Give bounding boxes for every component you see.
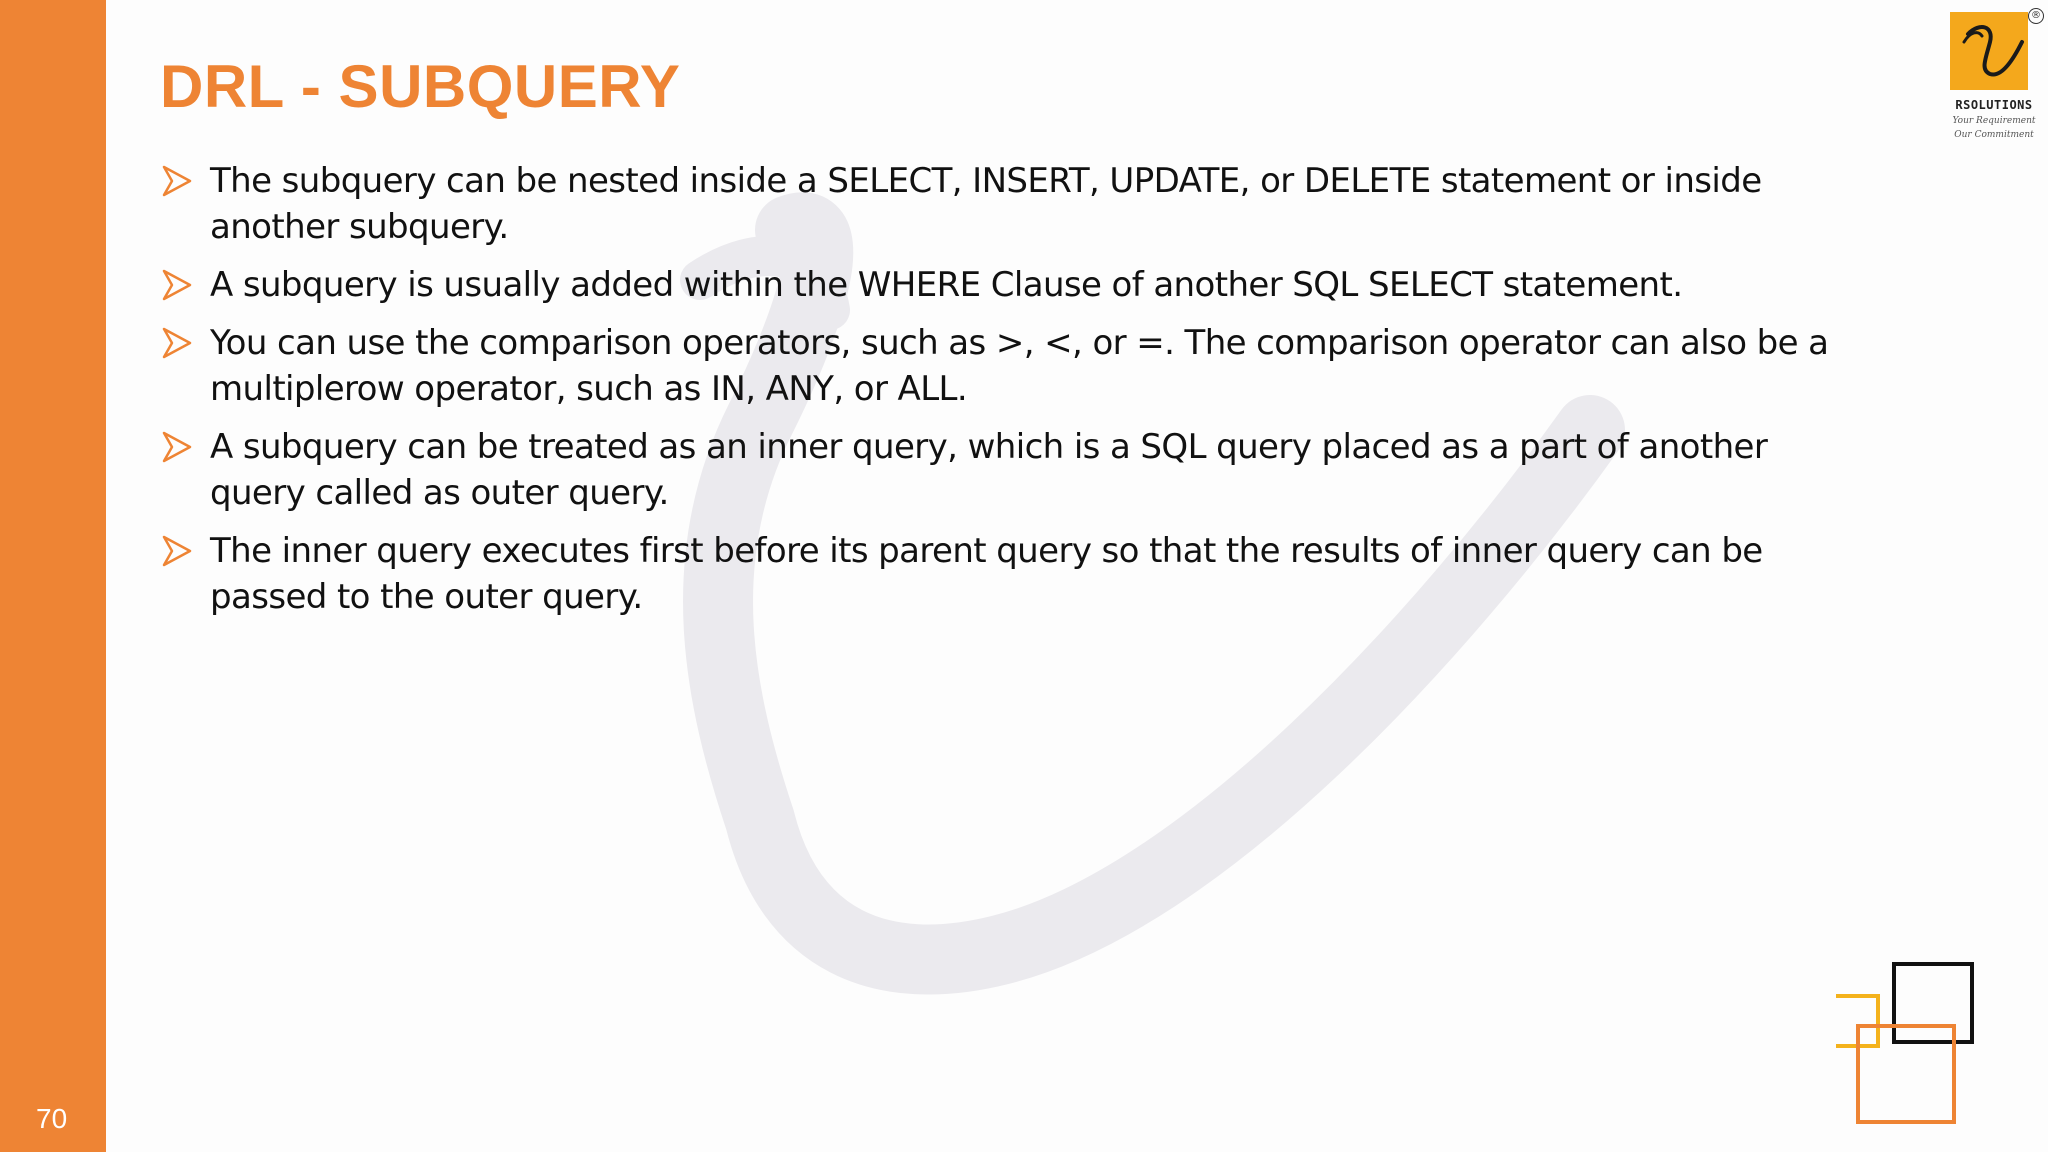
arrowhead-bullet-icon (162, 164, 192, 198)
slide-title: DRL - SUBQUERY (160, 53, 681, 120)
bullet-text: The subquery can be nested inside a SELECT, INSERT, UPDATE, or DELETE statement or inside another subquery. (210, 161, 1762, 247)
list-item (160, 262, 1860, 308)
arrowhead-bullet-icon (162, 430, 192, 464)
list-item (160, 528, 1860, 620)
arrowhead-bullet-icon (162, 268, 192, 302)
page-number: 70 (36, 1103, 68, 1134)
bullet-text: A subquery is usually added within the WHERE Clause of another SQL SELECT statement. (210, 265, 1683, 305)
logo-tagline: Our Commitment (1954, 130, 2034, 140)
arrowhead-bullet-icon (162, 326, 192, 360)
orange-sidebar (0, 0, 106, 1152)
registered-mark: ® (2028, 8, 2044, 24)
list-item (160, 158, 1860, 250)
black-square (1894, 964, 1972, 1042)
bullet-text: A subquery can be treated as an inner query, which is a SQL query placed as a part of another query called as outer query. (210, 427, 1768, 513)
logo-emblem (1950, 12, 2028, 90)
logo-name: RSOLUTIONS (1955, 98, 2033, 112)
list-item (160, 424, 1860, 516)
overlapping-squares (1836, 960, 2036, 1130)
bullet-text: The inner query executes first before its parent query so that the results of inner query can be passed to the outer query. (210, 531, 1763, 617)
company-logo (1944, 8, 2044, 148)
bullet-text: You can use the comparison operators, such as >, <, or =. The comparison operator can also be a multiplerow operator, such as IN, ANY, or ALL. (210, 323, 1829, 409)
bullet-list (160, 158, 1860, 632)
list-item (160, 320, 1860, 412)
logo-tagline: Your Requirement (1952, 116, 2036, 126)
script-r-icon (1950, 12, 2028, 90)
arrowhead-bullet-icon (162, 534, 192, 568)
